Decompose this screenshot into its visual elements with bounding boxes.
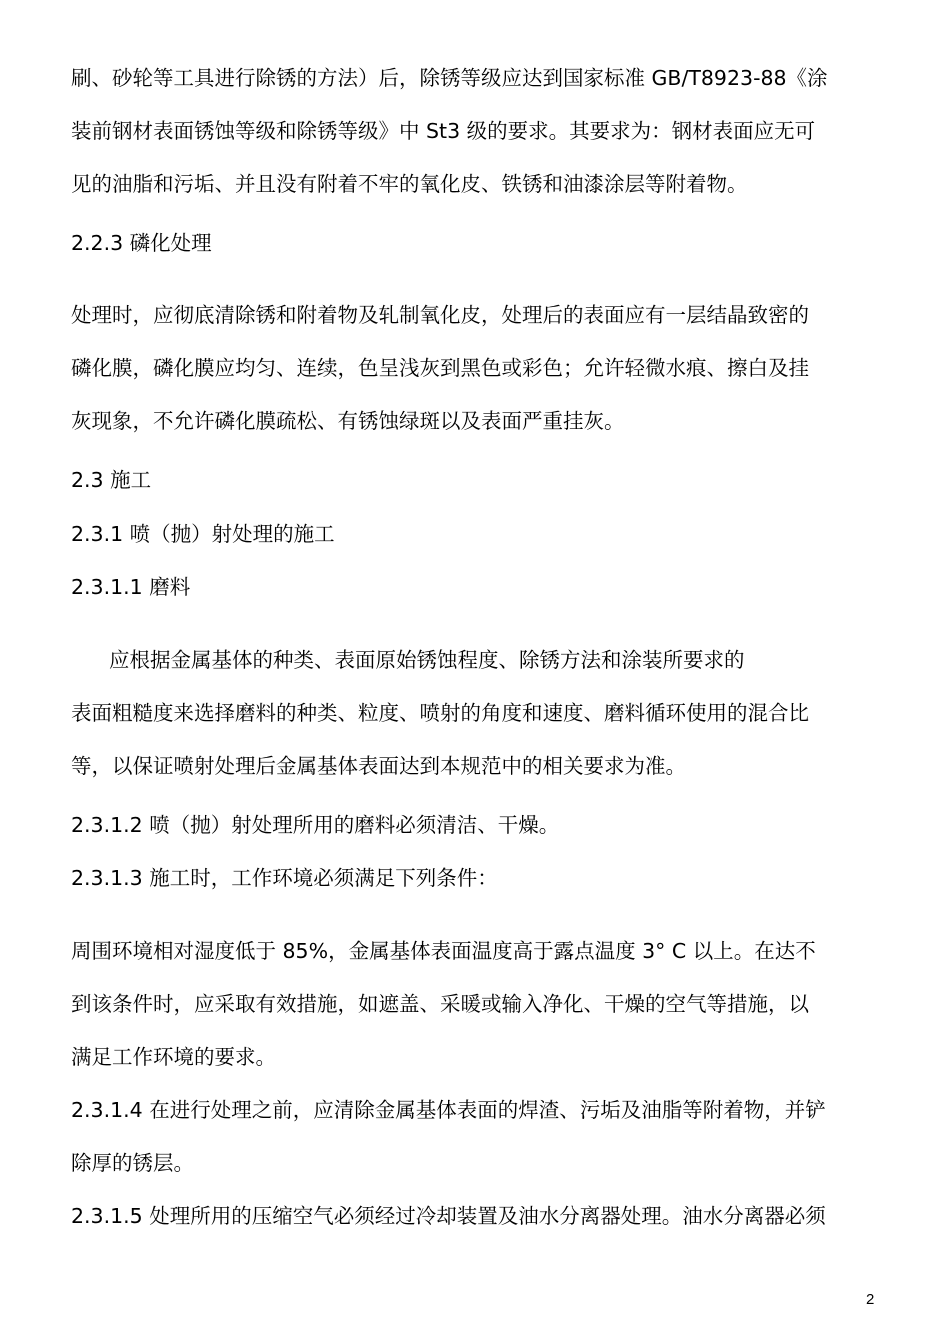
body-text-line: 到该条件时，应采取有效措施，如遮盖、采暖或输入净化、干燥的空气等措施，以 <box>71 992 809 1016</box>
clause-2-3-1-2: 2.3.1.2 喷（抛）射处理所用的磨料必须清洁、干燥。 <box>71 813 560 837</box>
section-heading-2-3: 2.3 施工 <box>71 468 152 492</box>
body-text-line: 磷化膜，磷化膜应均匀、连续，色呈浅灰到黑色或彩色；允许轻微水痕、擦白及挂 <box>71 356 809 380</box>
page-number: 2 <box>866 1291 875 1308</box>
body-text-line: 周围环境相对湿度低于 85%，金属基体表面温度高于露点温度 3° C 以上。在达不 <box>71 939 816 963</box>
body-text-line: 灰现象，不允许磷化膜疏松、有锈蚀绿斑以及表面严重挂灰。 <box>71 409 625 433</box>
body-text-line: 装前钢材表面锈蚀等级和除锈等级》中 St3 级的要求。其要求为：钢材表面应无可 <box>71 119 816 143</box>
clause-2-3-1-3: 2.3.1.3 施工时，工作环境必须满足下列条件： <box>71 866 498 890</box>
body-text-line: 见的油脂和污垢、并且没有附着不牢的氧化皮、铁锈和油漆涂层等附着物。 <box>71 172 748 196</box>
body-text-line: 除厚的锈层。 <box>71 1151 194 1175</box>
body-text-line: 处理时，应彻底清除锈和附着物及轧制氧化皮，处理后的表面应有一层结晶致密的 <box>71 303 809 327</box>
body-text-line: 表面粗糙度来选择磨料的种类、粒度、喷射的角度和速度、磨料循环使用的混合比 <box>71 701 809 725</box>
body-text-line: 刷、砂轮等工具进行除锈的方法）后，除锈等级应达到国家标准 GB/T8923-88《涂 <box>71 66 828 90</box>
body-text-line: 等，以保证喷射处理后金属基体表面达到本规范中的相关要求为准。 <box>71 754 686 778</box>
section-heading-2-3-1-1: 2.3.1.1 磨料 <box>71 575 191 599</box>
body-text-line: 应根据金属基体的种类、表面原始锈蚀程度、除锈方法和涂装所要求的 <box>109 648 745 672</box>
body-text-line: 满足工作环境的要求。 <box>71 1045 276 1069</box>
section-heading-2-2-3: 2.2.3 磷化处理 <box>71 231 212 255</box>
clause-2-3-1-4: 2.3.1.4 在进行处理之前，应清除金属基体表面的焊渣、污垢及油脂等附着物，并铲 <box>71 1098 826 1122</box>
clause-2-3-1-5: 2.3.1.5 处理所用的压缩空气必须经过冷却装置及油水分离器处理。油水分离器必须 <box>71 1204 826 1228</box>
section-heading-2-3-1: 2.3.1 喷（抛）射处理的施工 <box>71 522 335 546</box>
